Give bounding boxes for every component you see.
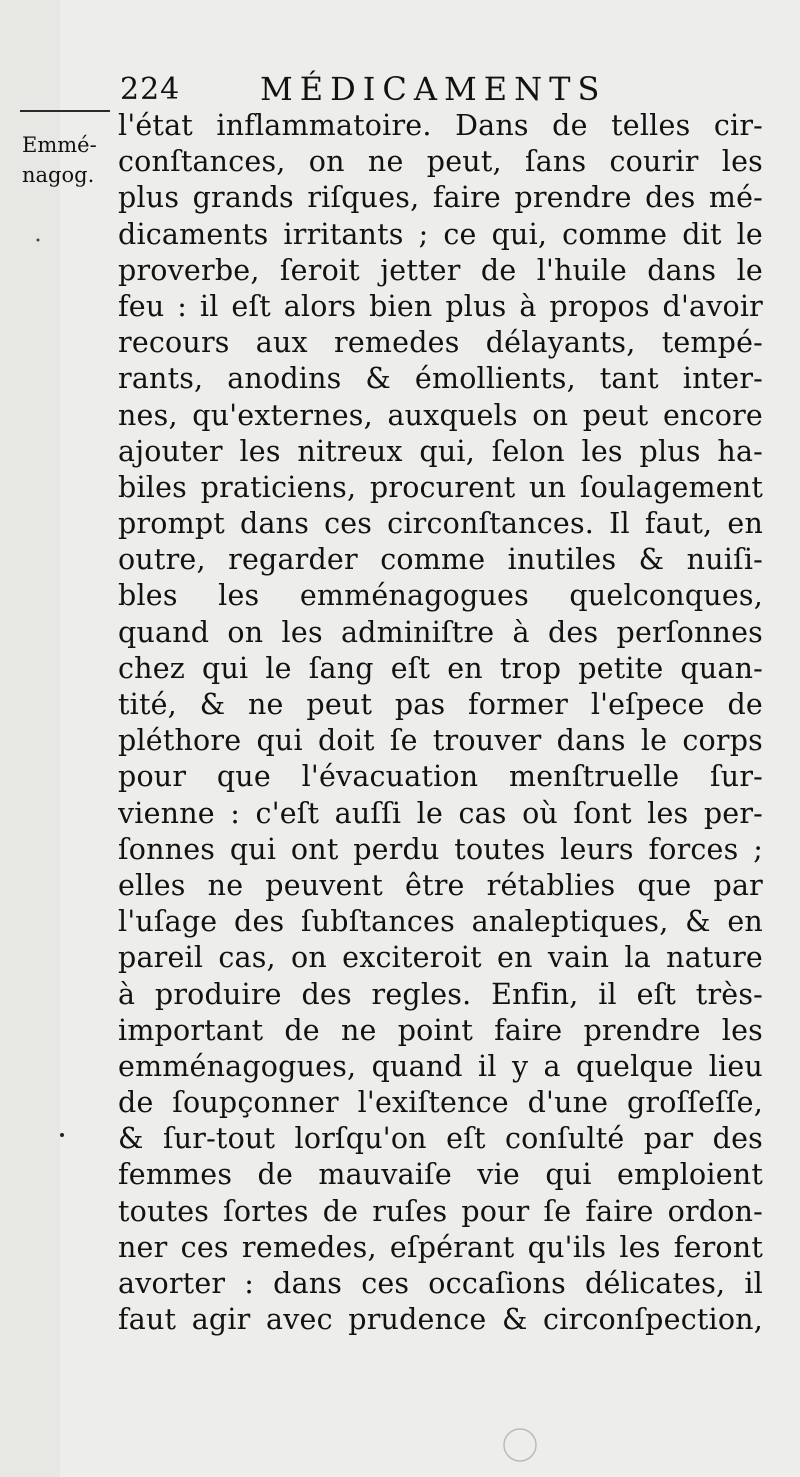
text-line: rants, anodins & émollients, tant inter- <box>118 362 763 396</box>
text-line: à produire des regles. Enfin, il eſt très- <box>118 977 763 1011</box>
text-line: outre, regarder comme inutiles & nuiſi- <box>118 543 763 577</box>
running-title: MÉDICAMENTS <box>260 70 607 108</box>
text-line: pareil cas, on exciteroit en vain la nature <box>118 941 763 975</box>
margin-rule <box>20 110 110 112</box>
text-line: chez qui le ſang eſt en trop petite quan- <box>118 651 763 685</box>
text-line: & ſur-tout lorſqu'on eſt conſulté par des <box>118 1122 763 1156</box>
text-line: prompt dans ces circonſtances. Il faut, en <box>118 507 763 541</box>
page-number: 224 <box>120 72 181 107</box>
text-line: quand on les adminiſtre à des perſonnes <box>118 615 763 649</box>
text-line: nes, qu'externes, auxquels on peut encore <box>118 398 763 432</box>
text-line: tité, & ne peut pas former l'eſpece de <box>118 688 763 721</box>
text-line: l'état inflammatoire. Dans de telles cir- <box>118 109 763 142</box>
text-line: pléthore qui doit ſe trouver dans le corps <box>118 724 763 758</box>
text-line: important de ne point faire prendre les <box>118 1013 763 1047</box>
text-line: elles ne peuvent être rétablies que par <box>118 868 763 902</box>
margin-note-line: nagog. <box>22 163 95 187</box>
margin-note-line: Emmé- <box>22 133 97 157</box>
text-line: emménagogues, quand il y a quelque lieu <box>118 1049 763 1083</box>
margin-note <box>22 130 106 190</box>
text-line: biles praticiens, procurent un ſoulagement <box>118 470 763 504</box>
text-line: plus grands riſques, faire prendre des mé- <box>118 181 763 215</box>
text-line: proverbe, ſeroit jetter de l'huile dans le <box>118 253 763 287</box>
text-line: avorter : dans ces occaſions délicates, il <box>118 1267 763 1300</box>
text-line: conſtances, on ne peut, ſans courir les <box>118 145 763 179</box>
text-line: ajouter les nitreux qui, ſelon les plus ha- <box>118 434 763 468</box>
text-line: ſonnes qui ont perdu toutes leurs forces ; <box>118 832 763 866</box>
text-line: de ſoupçonner l'exiſtence d'une groſſeſſe, <box>118 1086 763 1120</box>
body-text <box>118 108 763 1338</box>
text-line: faut agir avec prudence & circonſpection, <box>118 1303 763 1337</box>
text-line: femmes de mauvaiſe vie qui emploient <box>118 1158 763 1192</box>
text-line: feu : il eſt alors bien plus à propos d'avoir <box>118 289 763 323</box>
text-line: bles les emménagogues quelconques, <box>118 579 763 613</box>
text-line: recours aux remedes délayants, tempé- <box>118 326 763 360</box>
text-line: toutes ſortes de ruſes pour ſe faire ordon- <box>118 1194 763 1228</box>
text-line: ner ces remedes, eſpérant qu'ils les feront <box>118 1230 763 1264</box>
scan-shading <box>0 0 60 1477</box>
text-line: dicaments irritants ; ce qui, comme dit le <box>118 217 763 251</box>
text-line: l'uſage des ſubſtances analeptiques, & en <box>118 905 763 939</box>
text-line: pour que l'évacuation menſtruelle ſur- <box>118 760 763 794</box>
text-line: vienne : c'eſt auſſi le cas où ſont les per- <box>118 796 763 830</box>
